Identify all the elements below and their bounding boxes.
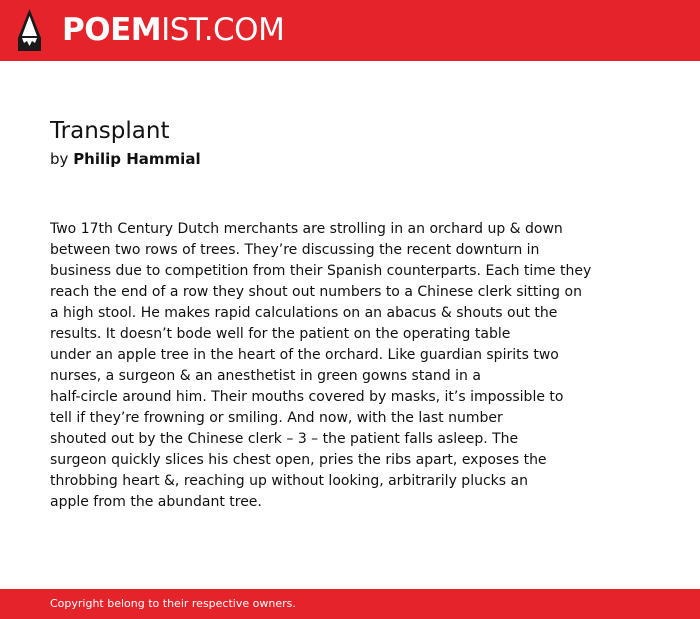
byline: [50, 149, 201, 169]
poem-line: nurses, a surgeon & an anesthetist in green gowns stand in a: [50, 368, 481, 384]
poem-line: apple from the abundant tree.: [50, 494, 262, 510]
poem-line: Two 17th Century Dutch merchants are strolling in an orchard up & down: [50, 221, 563, 237]
poem-line: a high stool. He makes rapid calculations on an abacus & shouts out the: [50, 305, 558, 321]
pencil-icon: [16, 8, 43, 52]
poem-line: half-circle around him. Their mouths covered by masks, it’s impossible to: [50, 389, 564, 405]
poem-body: [50, 219, 650, 513]
by-label: by: [50, 150, 69, 168]
site-footer: [0, 589, 700, 619]
poem-line: surgeon quickly slices his chest open, pries the ribs apart, exposes the: [50, 452, 547, 468]
poem-line: tell if they’re frowning or smiling. And now, with the last number: [50, 410, 503, 426]
poem-line: between two rows of trees. They’re discussing the recent downturn in: [50, 242, 540, 258]
site-logo[interactable]: [62, 12, 284, 48]
poem-title: Transplant: [50, 118, 170, 144]
poem-line: under an apple tree in the heart of the orchard. Like guardian spirits two: [50, 347, 559, 363]
poem-line: reach the end of a row they shout out numbers to a Chinese clerk sitting on: [50, 284, 582, 300]
logo-text-bold: POEM: [62, 12, 162, 48]
poem-line: business due to competition from their Spanish counterparts. Each time they: [50, 263, 592, 279]
poem-line: results. It doesn’t bode well for the patient on the operating table: [50, 326, 511, 342]
poem-line: throbbing heart &, reaching up without looking, arbitrarily plucks an: [50, 473, 528, 489]
logo-text-light: IST.COM: [161, 12, 285, 48]
author-name: Philip Hammial: [73, 150, 201, 168]
copyright-notice: Copyright belong to their respective owners.: [50, 597, 296, 610]
poem-line: shouted out by the Chinese clerk – 3 – the patient falls asleep. The: [50, 431, 519, 447]
site-header: [0, 0, 700, 61]
